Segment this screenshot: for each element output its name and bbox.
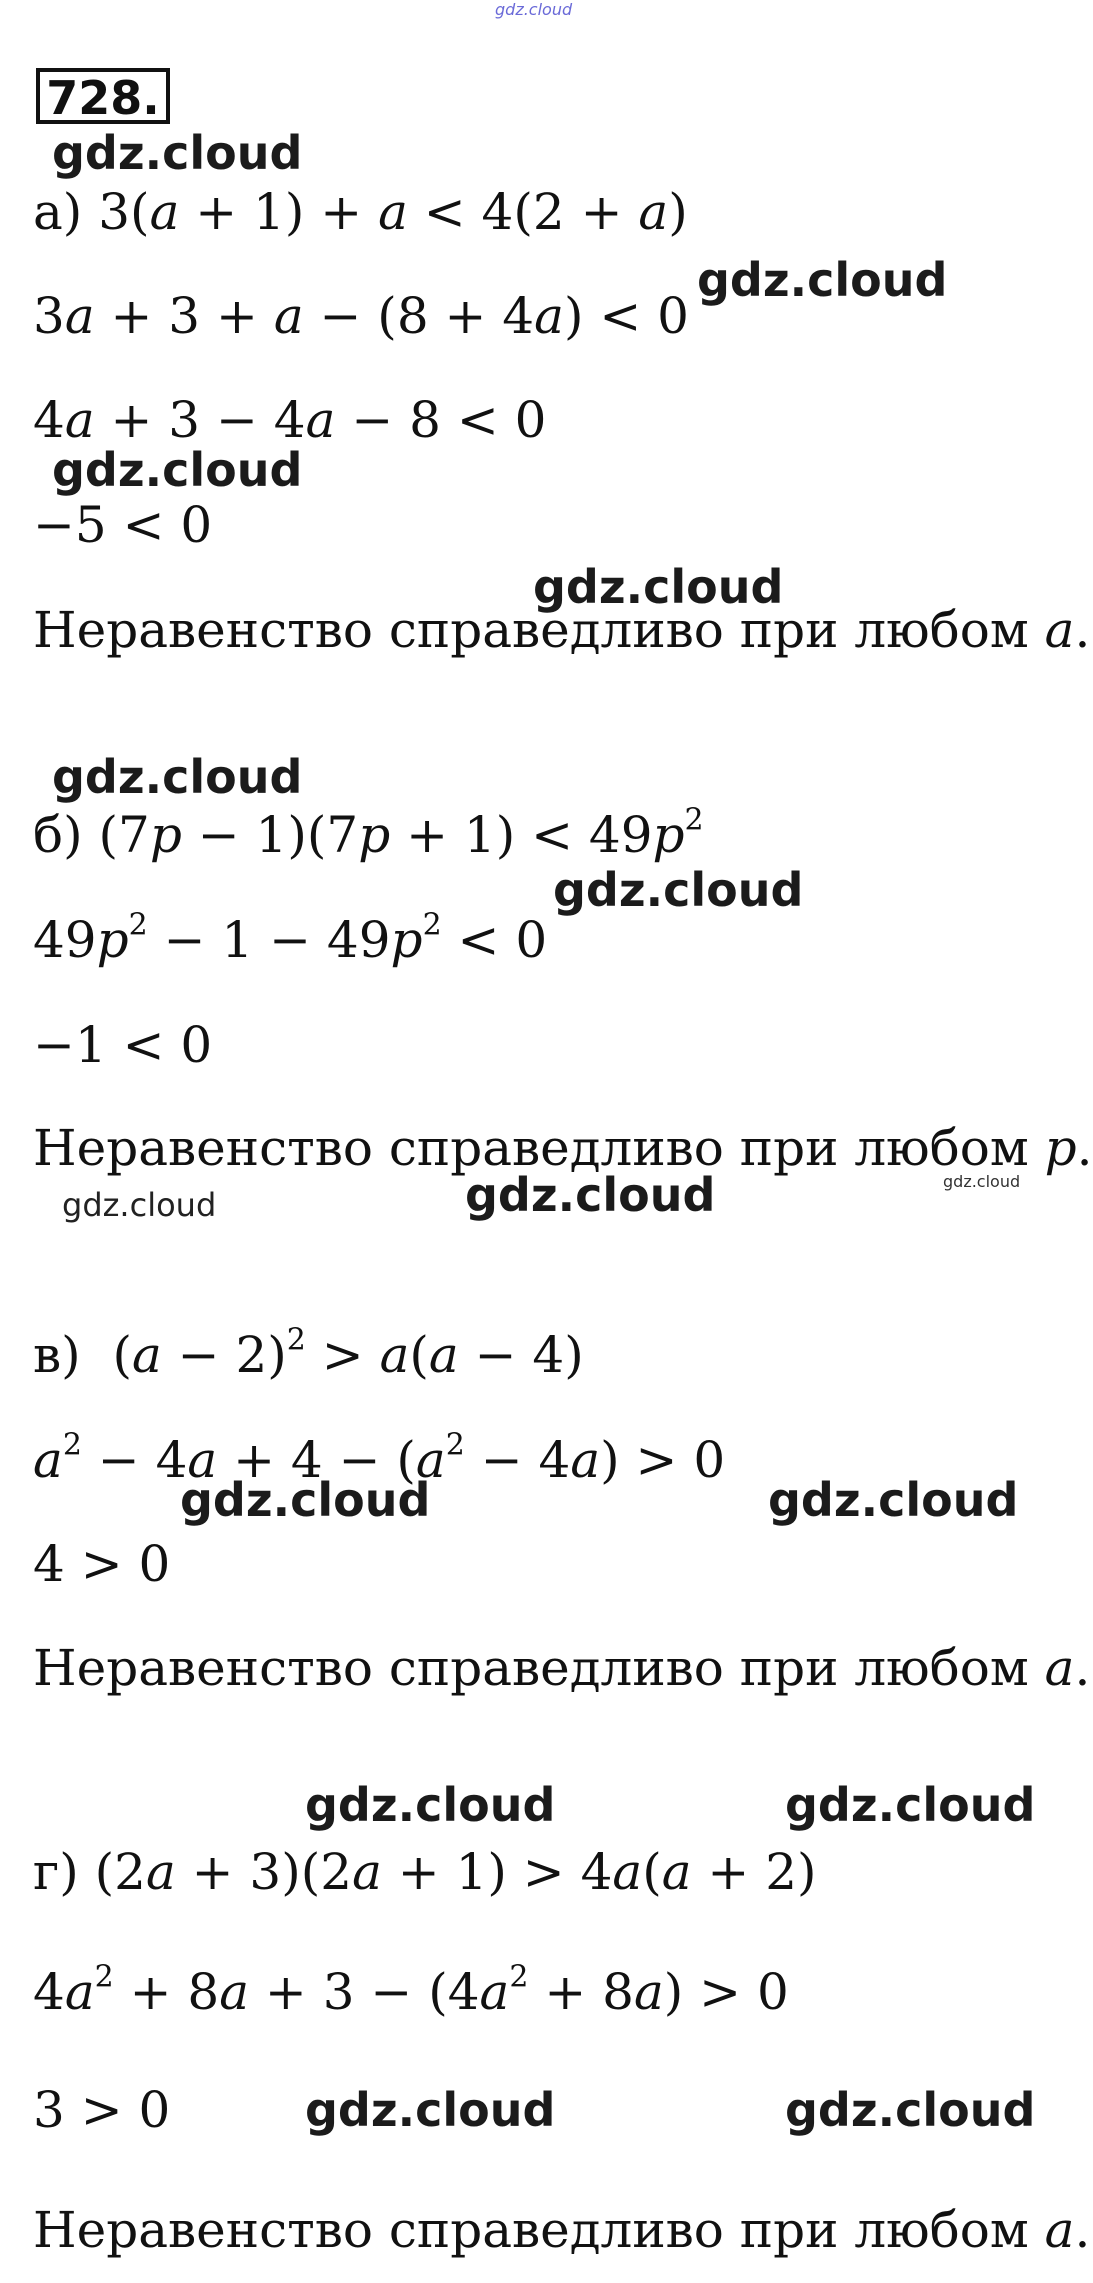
- watermark: gdz.cloud: [52, 443, 303, 497]
- watermark: gdz.cloud: [52, 126, 303, 180]
- watermark: gdz.cloud: [785, 1778, 1036, 1832]
- watermark: gdz.cloud: [785, 2083, 1036, 2137]
- part-v-conclusion-text: Неравенство справедливо при любом: [33, 1639, 1029, 1697]
- watermark: gdz.cloud: [533, 560, 784, 614]
- top-watermark: gdz.cloud: [495, 0, 573, 19]
- part-b-conclusion: Неравенство справедливо при любом p.: [33, 1119, 1093, 1177]
- part-g-step-2: 3 > 0: [33, 2081, 171, 2139]
- part-a-step-2: 4a + 3 − 4a − 8 < 0: [33, 391, 547, 449]
- part-v-step-2: 4 > 0: [33, 1535, 171, 1593]
- part-a-statement: а) 3(a + 1) + a < 4(2 + a): [33, 183, 688, 241]
- part-b-conclusion-text: Неравенство справедливо при любом: [33, 1119, 1029, 1177]
- part-g-statement: г) (2a + 3)(2a + 1) > 4a(a + 2): [33, 1843, 817, 1901]
- watermark: gdz.cloud: [62, 1186, 217, 1224]
- watermark: gdz.cloud: [52, 750, 303, 804]
- watermark: gdz.cloud: [305, 2083, 556, 2137]
- part-b-step-1: $49p^2 - 1 - 49p^2 < 0$: [33, 907, 548, 969]
- part-a-conclusion-text: Неравенство справедливо при любом: [33, 601, 1029, 659]
- part-b-label: б): [33, 806, 83, 864]
- part-v-step-1: $a^2 - 4a + 4 - (a^2 - 4a) > 0$: [33, 1427, 726, 1489]
- watermark: gdz.cloud: [943, 1172, 1021, 1191]
- part-b-statement: б) $(7p - 1)(7p + 1) < 49p^2$: [33, 802, 704, 864]
- part-v-label: в): [33, 1326, 81, 1384]
- part-a-step-3: −5 < 0: [33, 496, 213, 554]
- watermark: gdz.cloud: [697, 253, 948, 307]
- part-b-step-2: −1 < 0: [33, 1016, 213, 1074]
- part-v-statement: в) $(a - 2)^2 > a(a - 4)$: [33, 1322, 584, 1384]
- watermark: gdz.cloud: [180, 1473, 431, 1527]
- part-g-conclusion: Неравенство справедливо при любом a.: [33, 2201, 1091, 2259]
- part-a-step-1: 3a + 3 + a − (8 + 4a) < 0: [33, 287, 689, 345]
- watermark: gdz.cloud: [553, 863, 804, 917]
- part-g-label: г): [33, 1843, 79, 1901]
- watermark: gdz.cloud: [465, 1168, 716, 1222]
- watermark: gdz.cloud: [768, 1473, 1019, 1527]
- part-a-label: а): [33, 183, 83, 241]
- part-v-conclusion: Неравенство справедливо при любом a.: [33, 1639, 1091, 1697]
- part-g-conclusion-text: Неравенство справедливо при любом: [33, 2201, 1029, 2259]
- part-a-conclusion: Неравенство справедливо при любом a.: [33, 601, 1091, 659]
- part-g-step-1: $4a^2 + 8a + 3 - (4a^2 + 8a) > 0$: [33, 1959, 789, 2021]
- problem-number: 728.: [36, 68, 170, 124]
- watermark: gdz.cloud: [305, 1778, 556, 1832]
